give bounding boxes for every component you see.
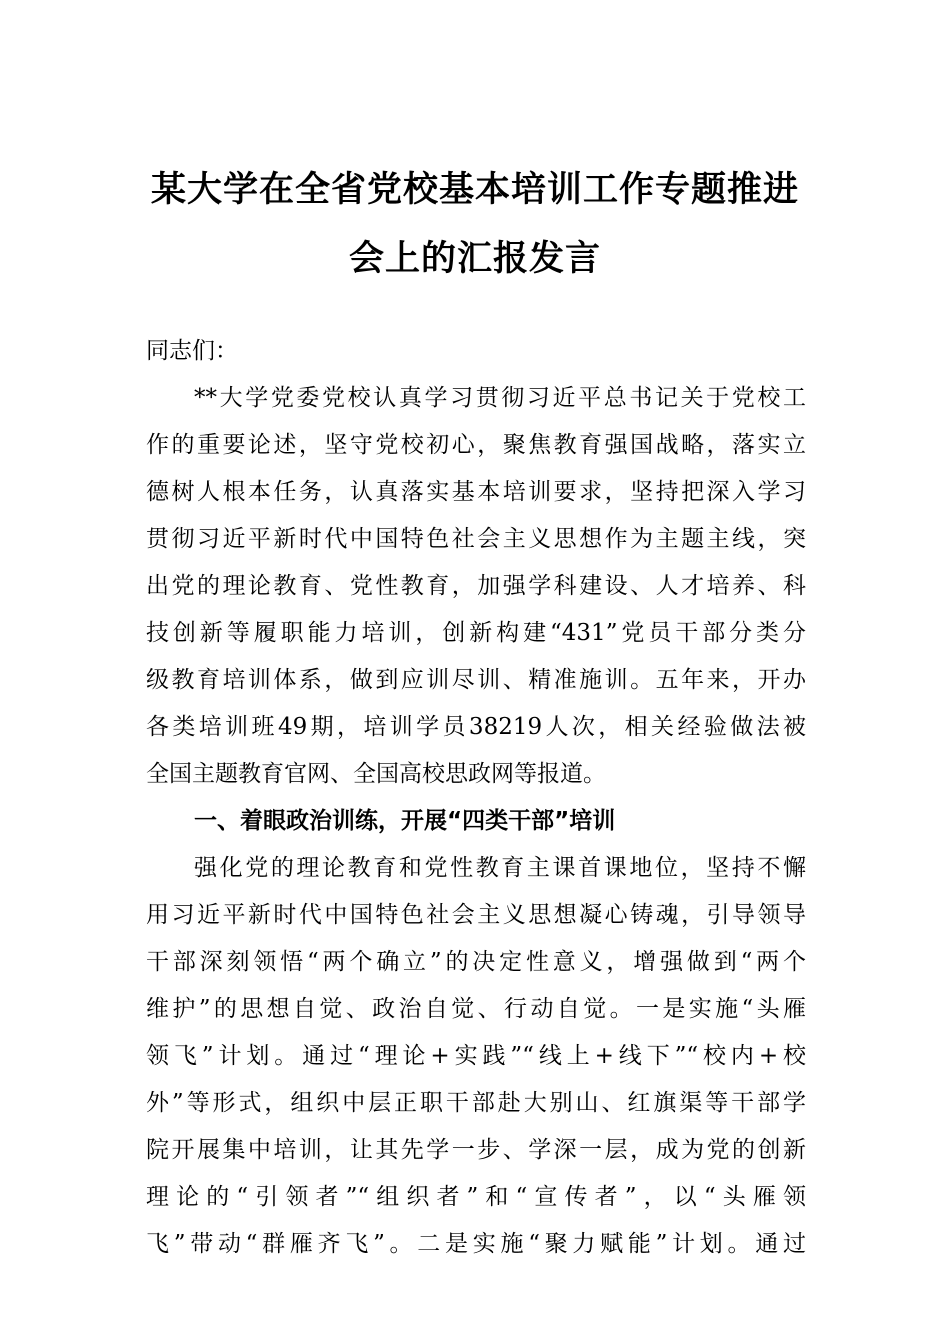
- document-title-line-2: 会上的汇报发言: [348, 238, 601, 279]
- paragraph-1-line: **大学党委党校认真学习贯彻习近平总书记关于党校工: [194, 385, 806, 411]
- paragraph-2-line: 领飞”计划。通过“理论+实践”“线上+线下”“校内+校: [146, 1043, 806, 1069]
- paragraph-1-line: 级教育培训体系，做到应训尽训、精准施训。五年来，开办: [146, 667, 806, 693]
- paragraph-2-line: 飞”带动“群雁齐飞”。二是实施“聚力赋能”计划。通过: [146, 1231, 806, 1257]
- paragraph-1-line: 各类培训班49期，培训学员38219人次，相关经验做法被: [146, 714, 806, 740]
- paragraph-1-line: 全国主题教育官网、全国高校思政网等报道。: [146, 761, 606, 787]
- paragraph-2-line: 理论的“引领者”“组织者”和“宣传者”，以“头雁领: [146, 1184, 806, 1210]
- paragraph-1-line: 作的重要论述，坚守党校初心，聚焦教育强国战略，落实立: [146, 432, 806, 458]
- paragraph-1-line: 技创新等履职能力培训，创新构建“431”党员干部分类分: [146, 620, 806, 646]
- paragraph-2-line: 院开展集中培训，让其先学一步、学深一层，成为党的创新: [146, 1137, 806, 1163]
- paragraph-2-line: 强化党的理论教育和党性教育主课首课地位，坚持不懈: [194, 855, 806, 881]
- paragraph-1-line: 德树人根本任务，认真落实基本培训要求，坚持把深入学习: [146, 479, 806, 505]
- paragraph-2-line: 干部深刻领悟“两个确立”的决定性意义，增强做到“两个: [146, 949, 806, 975]
- paragraph-2-line: 外”等形式，组织中层正职干部赴大别山、红旗渠等干部学: [146, 1090, 806, 1116]
- paragraph-2-line: 用习近平新时代中国特色社会主义思想凝心铸魂，引导领导: [146, 902, 806, 928]
- paragraph-2-line: 维护”的思想自觉、政治自觉、行动自觉。一是实施“头雁: [146, 996, 806, 1022]
- paragraph-1-line: 贯彻习近平新时代中国特色社会主义思想作为主题主线，突: [146, 526, 806, 552]
- document-title-line-1: 某大学在全省党校基本培训工作专题推进: [150, 169, 799, 210]
- section-heading-1: 一、着眼政治训练，开展“四类干部”培训: [194, 808, 616, 834]
- salutation: 同志们：: [146, 338, 238, 364]
- paragraph-1-line: 出党的理论教育、党性教育，加强学科建设、人才培养、科: [146, 573, 806, 599]
